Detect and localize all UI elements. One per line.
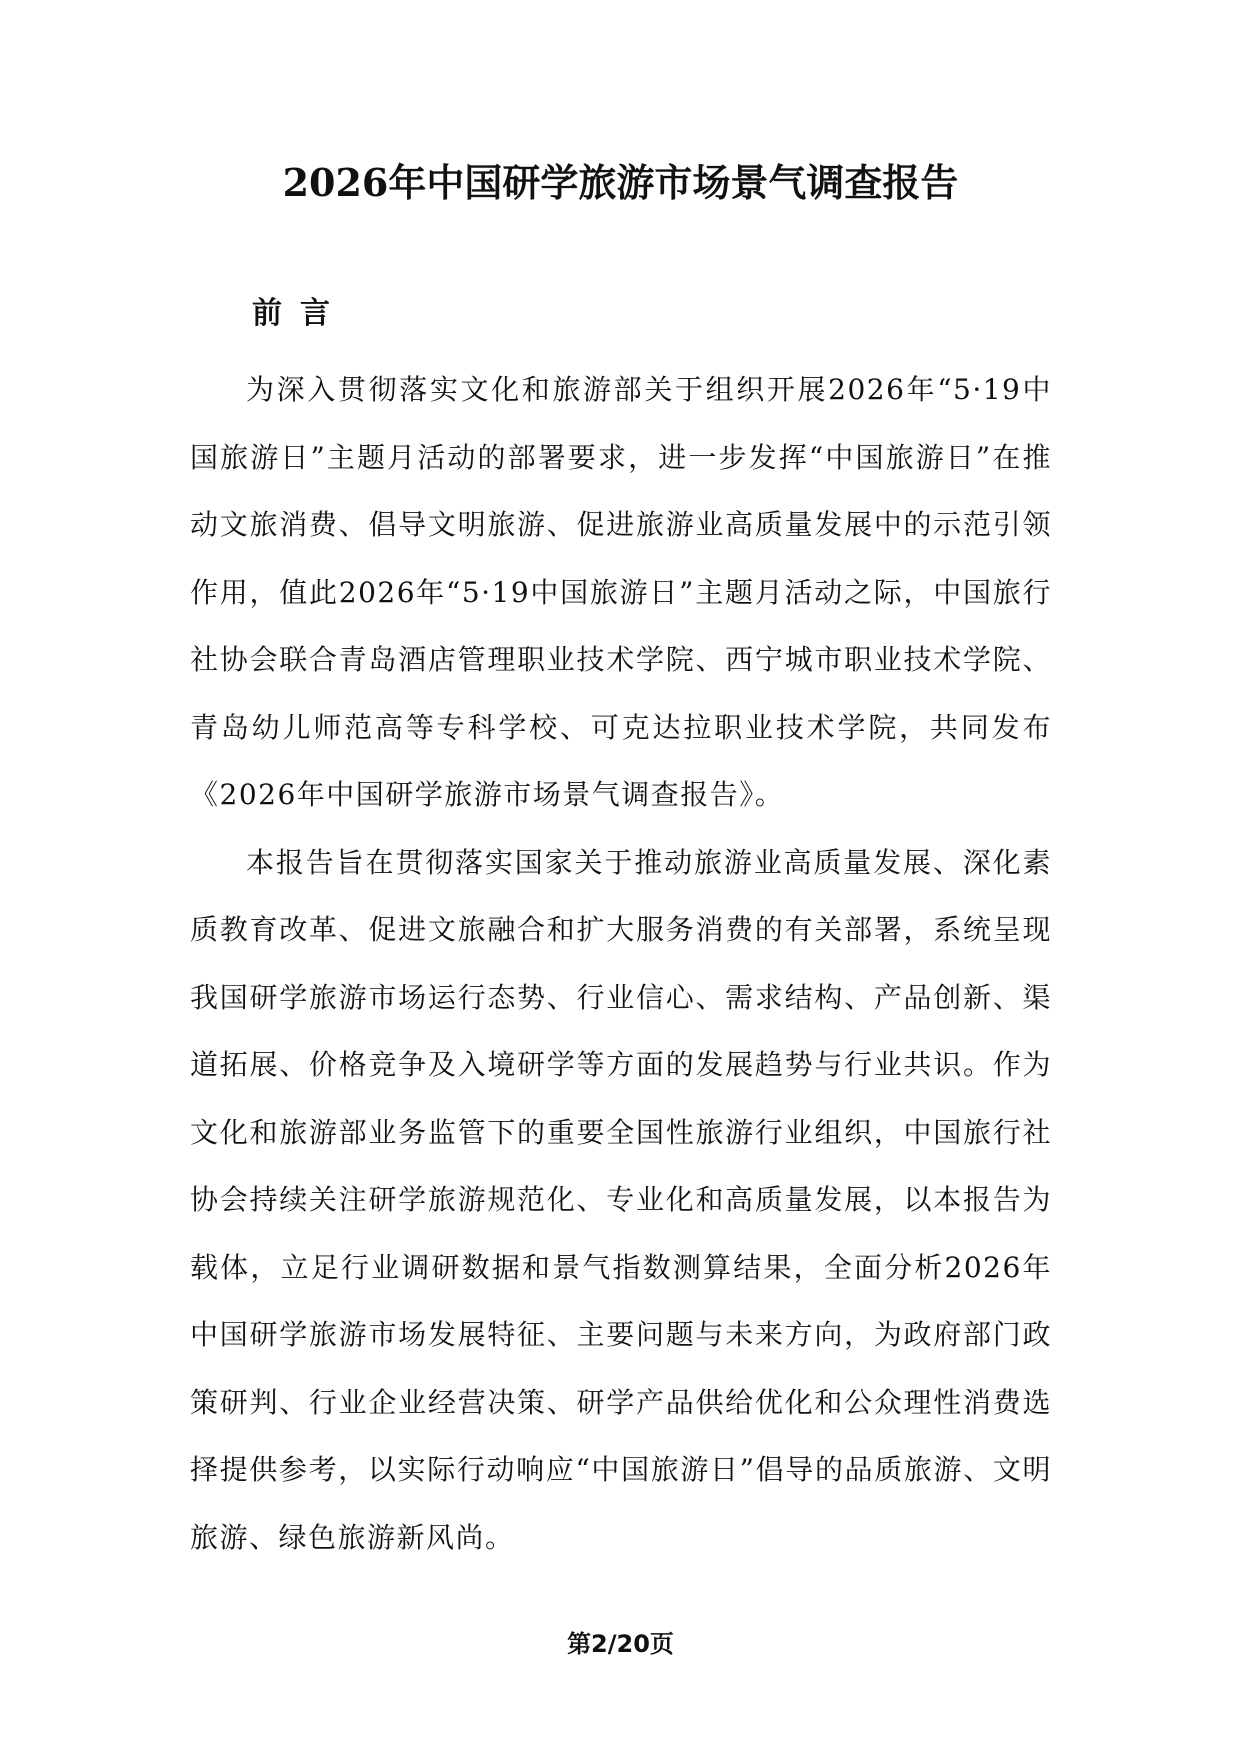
paragraph: 本报告旨在贯彻落实国家关于推动旅游业高质量发展、深化素质教育改革、促进文旅融合和扩大服务消费的有关部署，系统呈现我国研学旅游市场运行态势、行业信心、需求结构、产品创新、渠道拓展、价格竞争及入境研学等方面的发展趋势与行业共识。作为文化和旅游部业务监管下的重要全国性旅游行业组织，中国旅行社协会持续关注研学旅游规范化、专业化和高质量发展，以本报告为载体，立足行业调研数据和景气指数测算结果，全面分析2026年中国研学旅游市场发展特征、主要问题与未来方向，为政府部门政策研判、行业企业经营决策、研学产品供给优化和公众理性消费选择提供参考，以实际行动响应“中国旅游日”倡导的品质旅游、文明旅游、绿色旅游新风尚。	[190, 845, 1052, 1554]
paragraph: 为深入贯彻落实文化和旅游部关于组织开展2026年“5·19中国旅游日”主题月活动的部署要求，进一步发挥“中国旅游日”在推动文旅消费、倡导文明旅游、促进旅游业高质量发展中的示范引领作用，值此2026年“5·19中国旅游日”主题月活动之际，中国旅行社协会联合青岛酒店管理职业技术学院、西宁城市职业技术学院、青岛幼儿师范高等专科学校、可克达拉职业技术学院，共同发布《2026年中国研学旅游市场景气调查报告》。	[190, 373, 1052, 811]
document-body	[190, 356, 1052, 1571]
page-indicator: 第2/20页	[567, 1630, 674, 1658]
document-title: 2026年中国研学旅游市场景气调查报告	[282, 160, 959, 205]
section-heading: 前言	[252, 296, 348, 331]
